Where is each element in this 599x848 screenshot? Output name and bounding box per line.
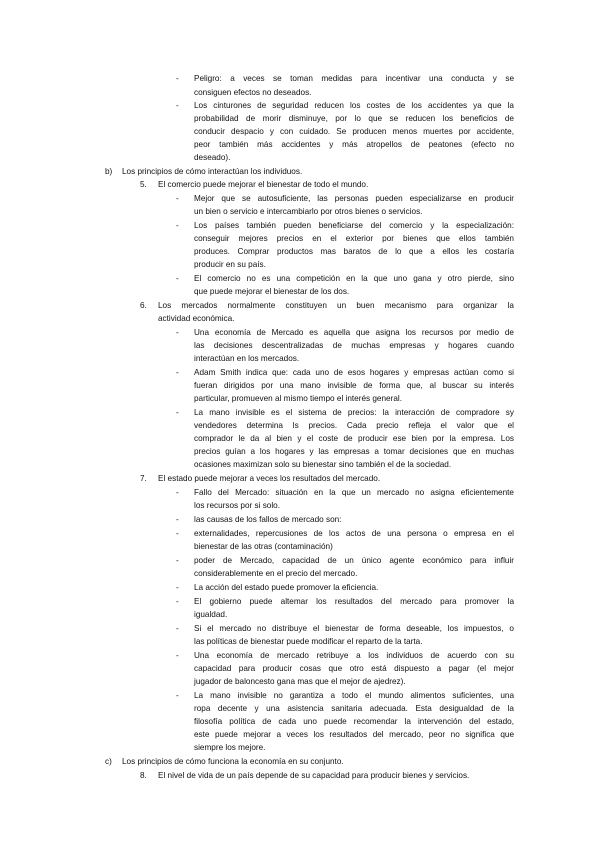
- bullet-line: que puede mejorar el bienestar de los dos.: [194, 287, 350, 296]
- bullet-line: El gobierno puede altemar los resultados del mercado para promover la: [194, 597, 514, 606]
- bullet-dash: -: [176, 624, 179, 633]
- bullet-line: vendedores determina ls precios. Cada precio refleja el valor que el: [194, 421, 514, 430]
- section-title: Los principios de cómo interactúan los individuos.: [122, 167, 303, 176]
- bullet-line: poder de Mercado, capacidad de un único agente económico para influir: [194, 556, 514, 565]
- bullet-line: Si el mercado no distribuye el bienestar de forma deseable, los impuestos, o: [194, 624, 514, 633]
- bullet-dash: -: [176, 529, 179, 538]
- bullet-dash: -: [176, 368, 179, 377]
- bullet-dash: -: [176, 274, 179, 283]
- bullet-line: fueran dirigidos por una mano invisible de forma que, al buscar su interés: [194, 381, 514, 390]
- bullet-line: Mejor que se autosuficiente, las personas pueden especializarse en producir: [194, 194, 514, 203]
- principle-number: 8.: [140, 771, 147, 780]
- section-marker: c): [105, 757, 112, 766]
- bullet-dash: -: [176, 691, 179, 700]
- principle-number: 5.: [140, 180, 147, 189]
- bullet-line: siempre los mejore.: [194, 743, 266, 752]
- bullet-line: particular, promueven al mismo tiempo el interés general.: [194, 394, 402, 403]
- bullet-line: bienestar de las otras (contaminación): [194, 542, 333, 551]
- bullet-dash: -: [176, 74, 179, 83]
- bullet-line: Adam Smith indica que: cada uno de esos hogares y empresas actúan como si: [194, 368, 514, 377]
- bullet-line: Peligro: a veces se toman medidas para incentivar una conducta y se: [194, 74, 514, 83]
- bullet-line: Una economía de mercado retribuye a los individuos de acuerdo con su: [194, 651, 514, 660]
- bullet-line: ocasiones maximizan solo su bienestar sino también el de la sociedad.: [194, 460, 452, 469]
- principle-title: actividad económica.: [158, 314, 235, 323]
- bullet-dash: -: [176, 651, 179, 660]
- bullet-line: las decisiones descentralizadas de muchas empresas y hogares cuando: [194, 341, 514, 350]
- bullet-dash: -: [176, 328, 179, 337]
- bullet-line: este puede mejorar a veces los resultados del mercado, peor no significa que: [194, 730, 514, 739]
- bullet-line: jugador de baloncesto gana mas que el mejor de ajedrez).: [194, 677, 406, 686]
- bullet-line: produces. Comprar productos mas baratos de lo que a ellos les costaría: [194, 247, 514, 256]
- bullet-line: las causas de los fallos de mercado son:: [194, 515, 342, 524]
- principle-title: El comercio puede mejorar el bienestar de todo el mundo.: [158, 180, 369, 189]
- bullet-line: La acción del estado puede promover la eficiencia.: [194, 583, 379, 592]
- bullet-line: producir en su país.: [194, 260, 266, 269]
- principle-number: 6.: [140, 301, 147, 310]
- principle-title: El nivel de vida de un país depende de su capacidad para producir bienes y servicios.: [158, 771, 470, 780]
- bullet-line: capacidad para producir cosas que otro está dispuesto a pagar (el mejor: [194, 664, 514, 673]
- bullet-line: Los cinturones de seguridad reducen los costes de los accidentes ya que la: [194, 101, 514, 110]
- bullet-line: conseguir mejores precios en el exterior por bienes que ellos también: [194, 234, 514, 243]
- principle-number: 7.: [140, 474, 147, 483]
- bullet-line: comprador le da al bien y el coste de producir ese bien por la empresa. Los: [194, 434, 514, 443]
- bullet-line: peor también más accidentes y más atropellos de peatones (efecto no: [194, 140, 514, 149]
- bullet-dash: -: [176, 488, 179, 497]
- bullet-line: interactúan en los mercados.: [194, 354, 300, 363]
- bullet-line: precios guían a los hogares y las empresas a tomar decisiones que en muchas: [194, 447, 514, 456]
- bullet-line: La mano invisible es el sistema de precios: la interacción de compradore sy: [194, 408, 514, 417]
- bullet-line: El comercio no es una competición en la que uno gana y otro pierde, sino: [194, 274, 514, 283]
- bullet-dash: -: [176, 408, 179, 417]
- bullet-line: las políticas de bienestar puede modificar el reparto de la tarta.: [194, 637, 423, 646]
- bullet-line: ropa decente y una asistencia sanitaria adecuada. Esta desigualdad de la: [194, 704, 514, 713]
- bullet-line: externalidades, repercusiones de los actos de una persona o empresa en el: [194, 529, 514, 538]
- bullet-dash: -: [176, 101, 179, 110]
- section-title: Los principios de cómo funciona la economía en su conjunto.: [122, 757, 344, 766]
- bullet-dash: -: [176, 597, 179, 606]
- bullet-line: Fallo del Mercado: situación en la que un mercado no asigna eficientemente: [194, 488, 514, 497]
- bullet-dash: -: [176, 583, 179, 592]
- bullet-dash: -: [176, 556, 179, 565]
- principle-title: Los mercados normalmente constituyen un buen mecanismo para organizar la: [158, 301, 514, 310]
- bullet-line: considerablemente en el precio del mercado.: [194, 569, 358, 578]
- bullet-line: conducir despacio y con cuidado. Se producen menos muertes por accidente,: [194, 127, 514, 136]
- bullet-line: consiguen efectos no deseados.: [194, 88, 312, 97]
- bullet-line: un bien o servicio e intercambiarlo por otros bienes o servicios.: [194, 207, 423, 216]
- bullet-line: La mano invisible no garantiza a todo el mundo alimentos suficientes, una: [194, 691, 514, 700]
- bullet-line: Una economía de Mercado es aquella que asigna los recursos por medio de: [194, 328, 514, 337]
- bullet-dash: -: [176, 515, 179, 524]
- bullet-line: los recursos por si solo.: [194, 501, 281, 510]
- bullet-line: igualdad.: [194, 610, 228, 619]
- bullet-line: filosofía política de cada uno puede recomendar la intervención del estado,: [194, 717, 514, 726]
- bullet-line: probabilidad de morir disminuye, por lo que se reducen los beneficios de: [194, 114, 514, 123]
- bullet-line: Los países también pueden beneficiarse del comercio y la especialización:: [194, 221, 514, 230]
- bullet-dash: -: [176, 194, 179, 203]
- bullet-line: deseado).: [194, 153, 231, 162]
- bullet-dash: -: [176, 221, 179, 230]
- principle-title: El estado puede mejorar a veces los resultados del mercado.: [158, 474, 381, 483]
- section-marker: b): [105, 167, 113, 176]
